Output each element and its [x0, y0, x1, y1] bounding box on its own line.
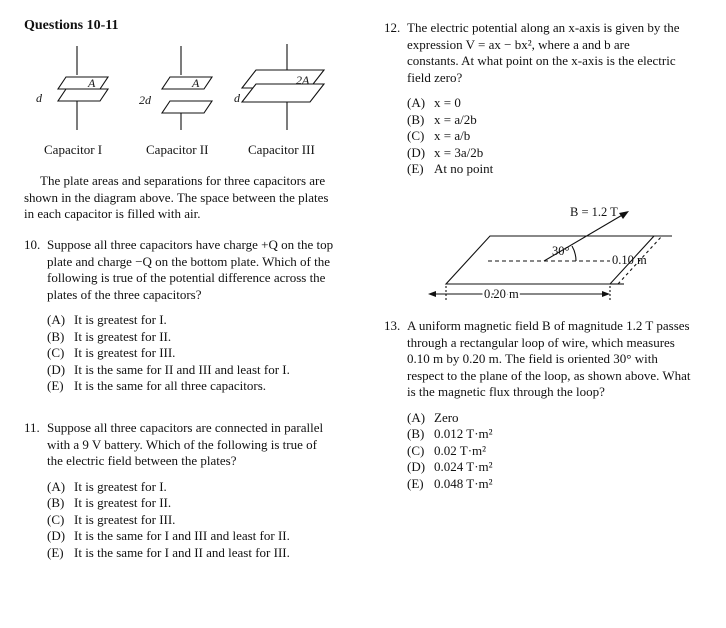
- question-13: [384, 318, 696, 492]
- option-d[interactable]: (D) It is the same for II and III and least for I.: [47, 361, 290, 377]
- option-a[interactable]: (A) It is greatest for I.: [47, 478, 167, 494]
- intro-paragraph: The plate areas and separations for three capacitors are shown in the diagram above. The space between the plates in each capacitor is filled with air.: [24, 173, 329, 221]
- cap1-separation: d: [36, 91, 42, 105]
- question-12: [384, 20, 684, 178]
- questions-heading: Questions 10-11: [24, 18, 119, 33]
- length-label: 0.20 m: [484, 287, 519, 301]
- option-list: [384, 410, 696, 493]
- capacitor-3-figure: [242, 44, 324, 130]
- capacitor-diagram: [24, 38, 342, 138]
- capacitor-2-figure: [162, 46, 212, 130]
- option-c[interactable]: (C) 0.02 T·m²: [407, 442, 487, 458]
- capacitor-1-label: Capacitor I: [44, 142, 103, 157]
- capacitor-2-label: Capacitor II: [146, 142, 209, 157]
- capacitor-1-figure: [58, 46, 108, 130]
- cap3-area: 2A: [296, 73, 310, 87]
- option-c[interactable]: (C) It is greatest for III.: [47, 345, 176, 360]
- option-a[interactable]: (A) x = 0: [407, 95, 461, 110]
- question-10: [24, 237, 334, 395]
- option-a[interactable]: (A) Zero: [407, 409, 459, 425]
- option-b[interactable]: (B) It is greatest for II.: [47, 328, 172, 344]
- option-list: [24, 312, 334, 395]
- option-e[interactable]: (E) It is the same for I and II and least for III.: [47, 544, 290, 560]
- question-stem: Suppose all three capacitors are connected in parallel with a 9 V battery. Which of the following is true of the electric field between the plates?: [47, 420, 324, 468]
- option-e[interactable]: (E) At no point: [407, 161, 494, 176]
- magnetic-loop-diagram: [424, 200, 684, 306]
- question-stem: Suppose all three capacitors have charge +Q on the top plate and charge −Q on the bottom plate. Which of the following is true of the potential difference across the plates of the three capacitors?: [47, 237, 334, 302]
- option-d[interactable]: (D) x = 3a/2b: [407, 144, 484, 160]
- question-number: 12.: [384, 20, 401, 35]
- option-e[interactable]: (E) 0.048 T·m²: [407, 475, 493, 491]
- question-number: 10.: [24, 237, 41, 252]
- option-a[interactable]: (A) It is greatest for I.: [47, 312, 167, 327]
- question-number: 13.: [384, 318, 401, 333]
- capacitor-3-label: Capacitor III: [248, 142, 315, 157]
- option-c[interactable]: (C) It is greatest for III.: [47, 511, 176, 527]
- option-b[interactable]: (B) 0.012 T·m²: [407, 426, 493, 441]
- field-label: B = 1.2 T: [570, 205, 618, 219]
- question-number: 11.: [24, 420, 40, 435]
- question-11: [24, 420, 334, 561]
- width-label: 0.10 m: [612, 253, 647, 267]
- option-c[interactable]: (C) x = a/b: [407, 128, 471, 143]
- option-b[interactable]: (B) x = a/2b: [407, 111, 477, 127]
- option-d[interactable]: (D) 0.024 T·m²: [407, 459, 493, 474]
- cap3-separation: d: [234, 91, 240, 105]
- option-list: [24, 479, 334, 562]
- option-e[interactable]: (E) It is the same for all three capacitors.: [47, 378, 267, 393]
- question-stem: A uniform magnetic field B of magnitude 1.2 T passes through a rectangular loop of wire, which measures 0.10 m by 0.20 m. The field is oriented 30° with respect to the plane of the loop, as shown above. What is the magnetic flux through the loop?: [407, 318, 691, 399]
- option-list: [384, 95, 684, 178]
- cap2-area: A: [192, 76, 200, 90]
- option-b[interactable]: (B) It is greatest for II.: [47, 495, 172, 510]
- cap2-separation: 2d: [139, 93, 151, 107]
- angle-label: 30°: [552, 244, 570, 258]
- question-stem: The electric potential along an x-axis is given by the expression V = ax − bx², where a and b are constants. At what point on the x-axis is the electric field zero?: [407, 20, 680, 85]
- capacitor-labels: [24, 142, 342, 158]
- cap1-area: A: [88, 76, 96, 90]
- option-d[interactable]: (D) It is the same for I and III and least for II.: [47, 528, 290, 543]
